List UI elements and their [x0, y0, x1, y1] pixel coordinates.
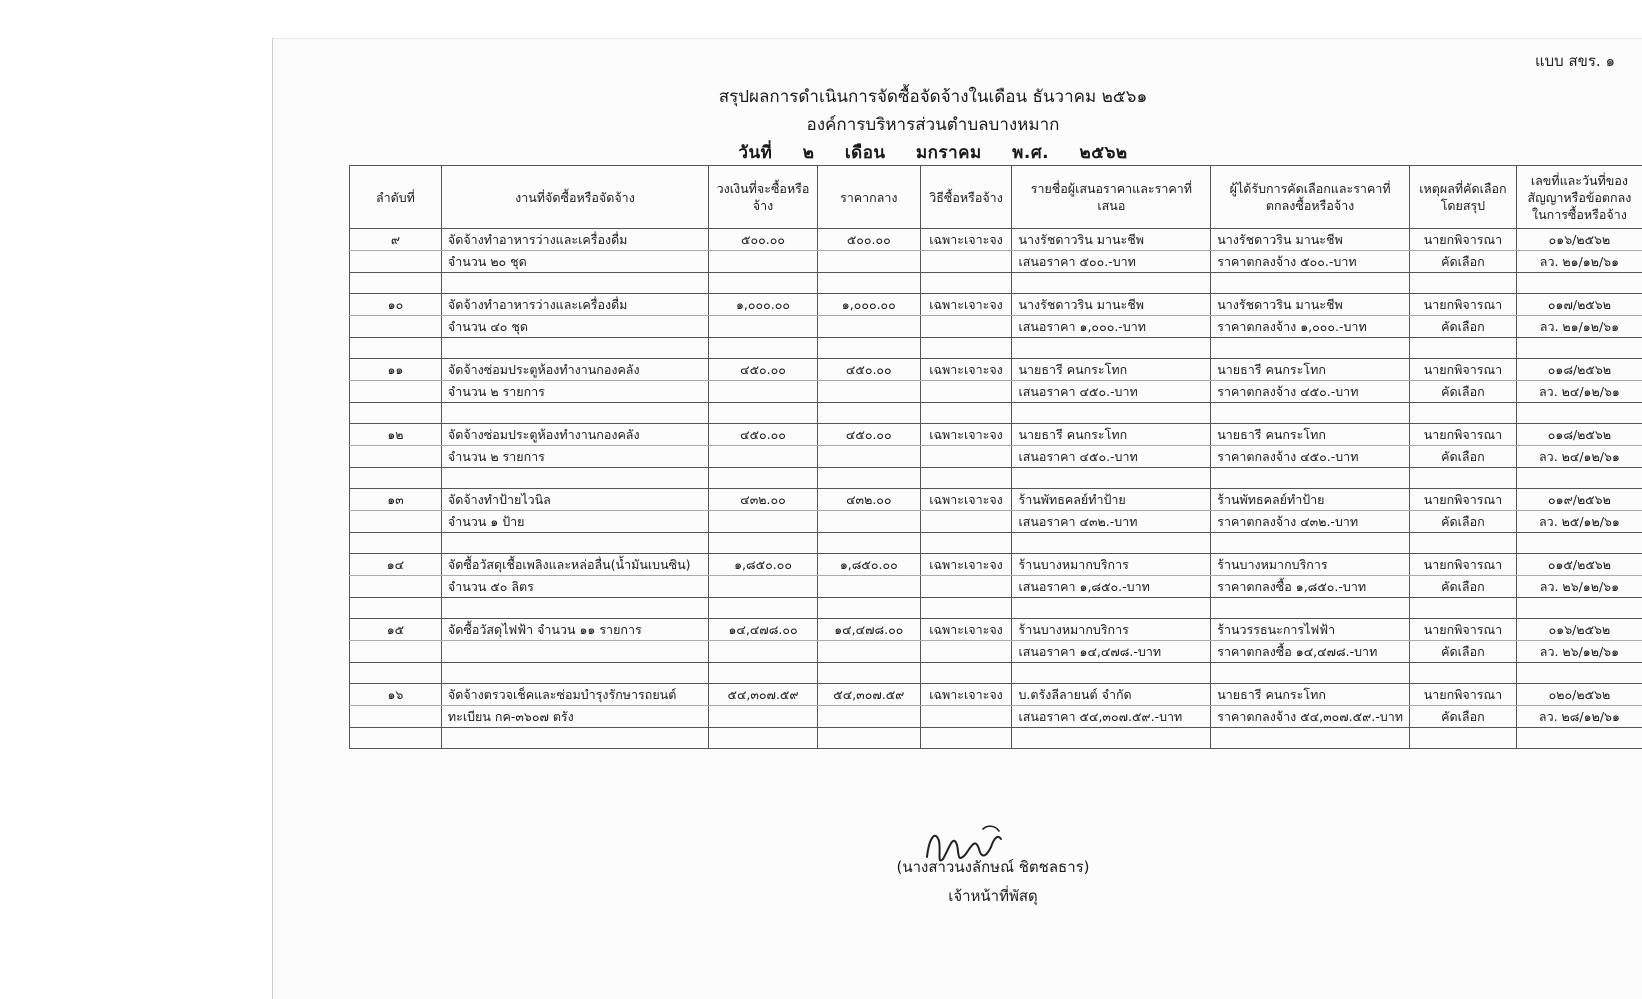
row-method: เฉพาะเจาะจง — [920, 424, 1012, 446]
spacer-row — [350, 533, 1642, 554]
row-agreed: ราคาตกลงซื้อ ๑,๘๕๐.-บาท — [1211, 576, 1410, 598]
row-contract-date: ลว. ๒๖/๑๒/๖๑ — [1516, 641, 1642, 663]
row-method: เฉพาะเจาะจง — [920, 684, 1012, 706]
row-reason: นายกพิจารณา — [1409, 489, 1516, 511]
row-task-detail: จำนวน ๕๐ ลิตร — [441, 576, 708, 598]
row-median: ๔๕๐.๐๐ — [818, 359, 921, 381]
row-reason: นายกพิจารณา — [1409, 684, 1516, 706]
row-contract-no: ๐๑๘/๒๕๖๒ — [1516, 424, 1642, 446]
row-contract-no: ๐๑๖/๒๕๖๒ — [1516, 229, 1642, 251]
row-bid: เสนอราคา ๔๕๐.-บาท — [1012, 446, 1211, 468]
row-reason: นายกพิจารณา — [1409, 619, 1516, 641]
table-body — [350, 229, 1642, 749]
table-row — [350, 229, 1642, 251]
row-agreed: ราคาตกลงจ้าง ๔๕๐.-บาท — [1211, 381, 1410, 403]
row-budget: ๔๕๐.๐๐ — [709, 424, 818, 446]
row-bid: เสนอราคา ๑,๘๕๐.-บาท — [1012, 576, 1211, 598]
row-bidder: นายธารี คนกระโทก — [1012, 359, 1211, 381]
row-task-detail — [441, 641, 708, 663]
table-row — [350, 424, 1642, 446]
row-task-detail: จำนวน ๑ ป้าย — [441, 511, 708, 533]
row-contract-no: ๐๑๘/๒๕๖๒ — [1516, 359, 1642, 381]
row-bidder: นางรัชดาวริน มานะชีพ — [1012, 294, 1211, 316]
row-method: เฉพาะเจาะจง — [920, 554, 1012, 576]
row-method: เฉพาะเจาะจง — [920, 229, 1012, 251]
row-contract-date: ลว. ๒๔/๑๒/๖๑ — [1516, 381, 1642, 403]
table-header-row — [350, 166, 1642, 229]
row-agreed: ราคาตกลงจ้าง ๔๓๒.-บาท — [1211, 511, 1410, 533]
date-month-label: เดือน — [845, 143, 886, 163]
row-reason: นายกพิจารณา — [1409, 424, 1516, 446]
signatory-position: เจ้าหน้าที่พัสดุ — [833, 884, 1153, 908]
row-no: ๑๖ — [350, 684, 442, 706]
row-agreed: ราคาตกลงจ้าง ๕๐๐.-บาท — [1211, 251, 1410, 273]
row-no: ๑๒ — [350, 424, 442, 446]
row-winner: นายธารี คนกระโทก — [1211, 359, 1410, 381]
form-code: แบบ สขร. ๑ — [1535, 49, 1615, 73]
row-method: เฉพาะเจาะจง — [920, 489, 1012, 511]
row-reason: นายกพิจารณา — [1409, 554, 1516, 576]
table-row — [350, 489, 1642, 511]
row-task: จัดซื้อวัสดุเชื้อเพลิงและหล่อลื่น(น้ำมันเบนซิน) — [441, 554, 708, 576]
row-agreed: ราคาตกลงจ้าง ๔๕๐.-บาท — [1211, 446, 1410, 468]
row-reason-detail: คัดเลือก — [1409, 251, 1516, 273]
row-budget: ๔๕๐.๐๐ — [709, 359, 818, 381]
row-winner: นางรัชดาวริน มานะชีพ — [1211, 294, 1410, 316]
date-day-label: วันที่ — [738, 143, 772, 163]
title-date-line — [333, 139, 1533, 167]
col-header-median: ราคากลาง — [818, 166, 921, 229]
row-reason-detail: คัดเลือก — [1409, 446, 1516, 468]
row-contract-no: ๐๑๕/๒๕๖๒ — [1516, 554, 1642, 576]
row-task: จัดจ้างตรวจเช็คและซ่อมบำรุงรักษารถยนต์ — [441, 684, 708, 706]
row-method: เฉพาะเจาะจง — [920, 294, 1012, 316]
row-contract-date: ลว. ๒๔/๑๒/๖๑ — [1516, 446, 1642, 468]
row-bidder: ร้านบางหมากบริการ — [1012, 619, 1211, 641]
table-row — [350, 554, 1642, 576]
row-method: เฉพาะเจาะจง — [920, 619, 1012, 641]
row-task: จัดจ้างทำป้ายไวนิล — [441, 489, 708, 511]
row-bidder: นางรัชดาวริน มานะชีพ — [1012, 229, 1211, 251]
spacer-row — [350, 403, 1642, 424]
table-row — [350, 294, 1642, 316]
row-contract-no: ๐๒๐/๒๕๖๒ — [1516, 684, 1642, 706]
date-year: ๒๕๖๒ — [1080, 143, 1128, 163]
row-no: ๙ — [350, 229, 442, 251]
spacer-row — [350, 728, 1642, 749]
row-task: จัดจ้างทำอาหารว่างและเครื่องดื่ม — [441, 294, 708, 316]
row-bid: เสนอราคา ๕๔,๓๐๗.๕๙.-บาท — [1012, 706, 1211, 728]
row-task-detail: จำนวน ๒ รายการ — [441, 446, 708, 468]
row-budget: ๕๐๐.๐๐ — [709, 229, 818, 251]
row-reason: นายกพิจารณา — [1409, 294, 1516, 316]
row-budget: ๑,๐๐๐.๐๐ — [709, 294, 818, 316]
title-line-1: สรุปผลการดำเนินการจัดซื้อจัดจ้างในเดือน ธันวาคม ๒๕๖๑ — [333, 83, 1533, 111]
table-row-detail — [350, 511, 1642, 533]
title-block — [333, 83, 1533, 167]
col-header-method: วิธีซื้อหรือจ้าง — [920, 166, 1012, 229]
spacer-row — [350, 273, 1642, 294]
row-task: จัดซื้อวัสดุไฟฟ้า จำนวน ๑๑ รายการ — [441, 619, 708, 641]
date-day: ๒ — [803, 143, 815, 163]
row-median: ๑,๐๐๐.๐๐ — [818, 294, 921, 316]
row-contract-no: ๐๑๙/๒๕๖๒ — [1516, 489, 1642, 511]
spacer-row — [350, 598, 1642, 619]
row-budget: ๑๔,๔๗๘.๐๐ — [709, 619, 818, 641]
spacer-row — [350, 663, 1642, 684]
row-task: จัดจ้างทำอาหารว่างและเครื่องดื่ม — [441, 229, 708, 251]
row-contract-no: ๐๑๖/๒๕๖๒ — [1516, 619, 1642, 641]
row-median: ๕๐๐.๐๐ — [818, 229, 921, 251]
table-row-detail — [350, 706, 1642, 728]
row-reason-detail: คัดเลือก — [1409, 576, 1516, 598]
row-agreed: ราคาตกลงซื้อ ๑๔,๔๗๘.-บาท — [1211, 641, 1410, 663]
row-task: จัดจ้างซ่อมประตูห้องทำงานกองคลัง — [441, 359, 708, 381]
table-row-detail — [350, 381, 1642, 403]
table-row — [350, 619, 1642, 641]
table-row — [350, 684, 1642, 706]
row-median: ๔๓๒.๐๐ — [818, 489, 921, 511]
row-reason-detail: คัดเลือก — [1409, 511, 1516, 533]
procurement-table — [349, 165, 1642, 749]
row-agreed: ราคาตกลงจ้าง ๕๔,๓๐๗.๕๙.-บาท — [1211, 706, 1410, 728]
table-row-detail — [350, 316, 1642, 338]
row-bid: เสนอราคา ๔๕๐.-บาท — [1012, 381, 1211, 403]
row-task-detail: จำนวน ๒๐ ชุด — [441, 251, 708, 273]
row-winner: ร้านบางหมากบริการ — [1211, 554, 1410, 576]
row-reason-detail: คัดเลือก — [1409, 316, 1516, 338]
row-no: ๑๕ — [350, 619, 442, 641]
row-budget: ๕๔,๓๐๗.๕๙ — [709, 684, 818, 706]
col-header-contract: เลขที่และวันที่ของสัญญาหรือข้อตกลงในการซื้อหรือจ้าง — [1516, 166, 1642, 229]
date-month: มกราคม — [916, 143, 982, 163]
row-bidder: บ.ตรังลีลายนต์ จำกัด — [1012, 684, 1211, 706]
row-winner: นายธารี คนกระโทก — [1211, 684, 1410, 706]
row-median: ๑๔,๔๗๘.๐๐ — [818, 619, 921, 641]
row-no: ๑๑ — [350, 359, 442, 381]
row-task: จัดจ้างซ่อมประตูห้องทำงานกองคลัง — [441, 424, 708, 446]
title-line-2: องค์การบริหารส่วนตำบลบางหมาก — [333, 111, 1533, 139]
row-budget: ๔๓๒.๐๐ — [709, 489, 818, 511]
row-agreed: ราคาตกลงจ้าง ๑,๐๐๐.-บาท — [1211, 316, 1410, 338]
table-row-detail — [350, 251, 1642, 273]
row-reason: นายกพิจารณา — [1409, 229, 1516, 251]
row-winner: ร้านพัทธคลย์ทำป้าย — [1211, 489, 1410, 511]
row-contract-no: ๐๑๗/๒๕๖๒ — [1516, 294, 1642, 316]
row-bid: เสนอราคา ๕๐๐.-บาท — [1012, 251, 1211, 273]
row-median: ๑,๘๕๐.๐๐ — [818, 554, 921, 576]
row-task-detail: จำนวน ๔๐ ชุด — [441, 316, 708, 338]
table-row-detail — [350, 446, 1642, 468]
row-bidder: นายธารี คนกระโทก — [1012, 424, 1211, 446]
row-contract-date: ลว. ๒๕/๑๒/๖๑ — [1516, 511, 1642, 533]
signatory-name: (นางสาวนงลักษณ์ ชิตชลธาร) — [833, 855, 1153, 879]
row-bid: เสนอราคา ๑๔,๔๗๘.-บาท — [1012, 641, 1211, 663]
row-bidder: ร้านบางหมากบริการ — [1012, 554, 1211, 576]
table-row-detail — [350, 576, 1642, 598]
date-year-label: พ.ศ. — [1012, 143, 1049, 163]
document-page — [272, 38, 1642, 999]
col-header-bidder: รายชื่อผู้เสนอราคาและราคาที่เสนอ — [1012, 166, 1211, 229]
col-header-winner: ผู้ได้รับการคัดเลือกและราคาที่ตกลงซื้อหรือจ้าง — [1211, 166, 1410, 229]
row-winner: นางรัชดาวริน มานะชีพ — [1211, 229, 1410, 251]
row-budget: ๑,๘๕๐.๐๐ — [709, 554, 818, 576]
row-contract-date: ลว. ๒๖/๑๒/๖๑ — [1516, 576, 1642, 598]
table-row — [350, 359, 1642, 381]
row-task-detail: จำนวน ๒ รายการ — [441, 381, 708, 403]
col-header-reason: เหตุผลที่คัดเลือกโดยสรุป — [1409, 166, 1516, 229]
spacer-row — [350, 338, 1642, 359]
spacer-row — [350, 468, 1642, 489]
row-no: ๑๓ — [350, 489, 442, 511]
row-bid: เสนอราคา ๔๓๒.-บาท — [1012, 511, 1211, 533]
row-bidder: ร้านพัทธคลย์ทำป้าย — [1012, 489, 1211, 511]
row-bid: เสนอราคา ๑,๐๐๐.-บาท — [1012, 316, 1211, 338]
row-contract-date: ลว. ๒๑/๑๒/๖๑ — [1516, 316, 1642, 338]
row-reason-detail: คัดเลือก — [1409, 641, 1516, 663]
row-reason-detail: คัดเลือก — [1409, 381, 1516, 403]
row-method: เฉพาะเจาะจง — [920, 359, 1012, 381]
row-winner: ร้านวรรธนะการไฟฟ้า — [1211, 619, 1410, 641]
col-header-budget: วงเงินที่จะซื้อหรือจ้าง — [709, 166, 818, 229]
row-median: ๕๔,๓๐๗.๕๙ — [818, 684, 921, 706]
row-winner: นายธารี คนกระโทก — [1211, 424, 1410, 446]
row-task-detail: ทะเบียน กค-๓๖๐๗ ตรัง — [441, 706, 708, 728]
row-no: ๑๔ — [350, 554, 442, 576]
row-contract-date: ลว. ๒๘/๑๒/๖๑ — [1516, 706, 1642, 728]
col-header-no: ลำดับที่ — [350, 166, 442, 229]
col-header-task: งานที่จัดซื้อหรือจัดจ้าง — [441, 166, 708, 229]
row-reason: นายกพิจารณา — [1409, 359, 1516, 381]
row-reason-detail: คัดเลือก — [1409, 706, 1516, 728]
row-no: ๑๐ — [350, 294, 442, 316]
row-median: ๔๕๐.๐๐ — [818, 424, 921, 446]
row-contract-date: ลว. ๒๑/๑๒/๖๑ — [1516, 251, 1642, 273]
table-row-detail — [350, 641, 1642, 663]
